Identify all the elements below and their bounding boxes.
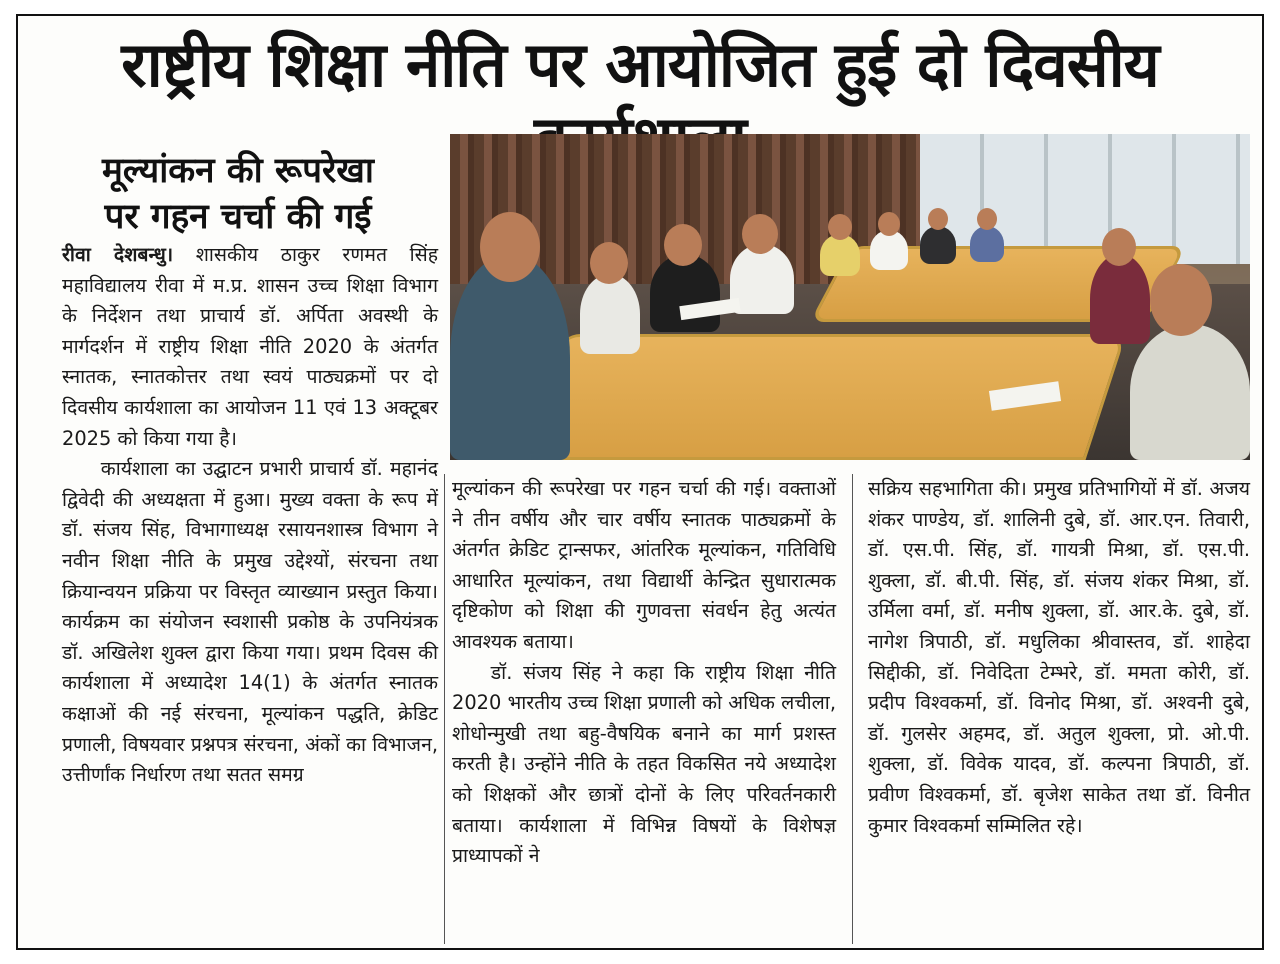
person-head <box>742 214 778 254</box>
article-column-2 <box>452 474 836 872</box>
person-figure <box>870 230 908 270</box>
person-head <box>928 208 948 230</box>
dateline: रीवा देशबन्धु। <box>62 243 174 266</box>
article-column-1 <box>62 240 438 791</box>
person-figure <box>450 254 570 460</box>
person-figure <box>1130 324 1250 460</box>
column-divider <box>852 474 853 944</box>
article-paragraph: मूल्यांकन की रूपरेखा पर गहन चर्चा की गई। वक्ताओं ने तीन वर्षीय और चार वर्षीय स्नातक पाठ्यक्रमों के अंतर्गत क्रेडिट ट्रान्सफर, आंतरिक मूल्यांकन, गतिविधि आधारित मूल्यांकन, तथा विद्यार्थी केन्द्रित सुधारात्मक दृष्टिकोण को शिक्षा की गुणवत्ता संवर्धन हेतु अत्यंत आवश्यक बताया। <box>452 477 836 653</box>
article-paragraph: सक्रिय सहभागिता की। प्रमुख प्रतिभागियों में डॉ. अजय शंकर पाण्डेय, डॉ. शालिनी दुबे, डॉ. आर.एन. तिवारी, डॉ. एस.पी. सिंह, डॉ. गायत्री मिश्रा, डॉ. एस.पी. शुक्ला, डॉ. बी.पी. सिंह, डॉ. संजय शंकर मिश्रा, डॉ. उर्मिला वर्मा, डॉ. मनीष शुक्ला, डॉ. आर.के. दुबे, डॉ. नागेश त्रिपाठी, डॉ. मधुलिका श्रीवास्तव, डॉ. शाहेदा सिद्दीकी, डॉ. निवेदिता टेम्भरे, डॉ. ममता कोरी, डॉ. प्रदीप विश्वकर्मा, डॉ. विनोद मिश्रा, डॉ. अश्वनी दुबे, डॉ. गुलसेर अहमद, डॉ. अतुल शुक्ला, प्रो. ओ.पी. शुक्ला, डॉ. विवेक यादव, डॉ. कल्पना त्रिपाठी, डॉ. प्रवीण विश्वकर्मा, डॉ. बृजेश साकेत तथा डॉ. विनीत कुमार विश्वकर्मा सम्मिलित रहे। <box>868 477 1250 837</box>
news-clipping <box>16 14 1264 950</box>
meeting-photo-icon <box>450 134 1250 460</box>
person-head <box>664 224 702 266</box>
subheadline-line-1: मूल्यांकन की रूपरेखा <box>102 151 374 191</box>
person-figure <box>580 274 640 354</box>
article-paragraph: डॉ. संजय सिंह ने कहा कि राष्ट्रीय शिक्षा नीति 2020 भारतीय उच्च शिक्षा प्रणाली को अधिक लचीला, शोधोन्मुखी तथा बहु-वैषयिक बनाने का मार्ग प्रशस्त करती है। उन्होंने नीति के तहत विकसित नये अध्यादेश को शिक्षकों और छात्रों दोनों के लिए परिवर्तनकारी बताया। कार्यशाला में विभिन्न विषयों के विशेषज्ञ प्राध्यापकों ने <box>452 660 836 868</box>
headline: राष्ट्रीय शिक्षा नीति पर आयोजित हुई दो दिवसीय <box>121 28 1159 101</box>
person-figure <box>1090 254 1150 344</box>
subheadline <box>28 148 448 240</box>
subheadline-line-2: पर गहन चर्चा की गई <box>104 197 372 237</box>
person-head <box>977 208 997 230</box>
person-figure <box>970 226 1004 262</box>
article-paragraph <box>62 240 438 454</box>
person-head <box>590 242 628 284</box>
person-figure <box>920 226 956 264</box>
person-head <box>1102 228 1136 266</box>
person-head <box>878 212 900 236</box>
person-head <box>480 212 540 282</box>
person-head <box>828 214 852 240</box>
person-figure <box>820 234 860 276</box>
column-divider <box>444 474 445 944</box>
article-paragraph: कार्यशाला का उद्घाटन प्रभारी प्राचार्य डॉ. महानंद द्विवेदी की अध्यक्षता में हुआ। मुख्य वक्ता के रूप में डॉ. संजय सिंह, विभागाध्यक्ष रसायनशास्त्र विभाग ने नवीन शिक्षा नीति के प्रमुख उद्देश्यों, संरचना तथा क्रियान्वयन प्रक्रिया पर विस्तृत व्याख्यान प्रस्तुत किया। कार्यक्रम का संयोजन स्वशासी प्रकोष्ठ के उपनियंत्रक डॉ. अखिलेश शुक्ल द्वारा किया गया। प्रथम दिवस की कार्यशाला में अध्यादेश 14(1) के अंतर्गत स्नातक कक्षाओं की नई संरचना, मूल्यांकन पद्धति, क्रेडिट प्रणाली, विषयवार प्रश्नपत्र संरचना, अंकों का विभाजन, उत्तीर्णांक निर्धारण तथा सतत समग्र <box>62 457 438 787</box>
person-head <box>1150 264 1212 336</box>
paragraph-text: शासकीय ठाकुर रणमत सिंह महाविद्यालय रीवा में म.प्र. शासन उच्च शिक्षा विभाग के निर्देशन तथा प्राचार्य डॉ. अर्पिता अवस्थी के मार्गदर्शन में राष्ट्रीय शिक्षा नीति 2020 के अंतर्गत स्नातक, स्नातकोत्तर तथा स्वयं पाठ्यक्रमों पर दो दिवसीय कार्यशाला का आयोजन 11 एवं 13 अक्टूबर 2025 को किया गया है। <box>62 243 438 450</box>
article-column-3 <box>868 474 1250 841</box>
